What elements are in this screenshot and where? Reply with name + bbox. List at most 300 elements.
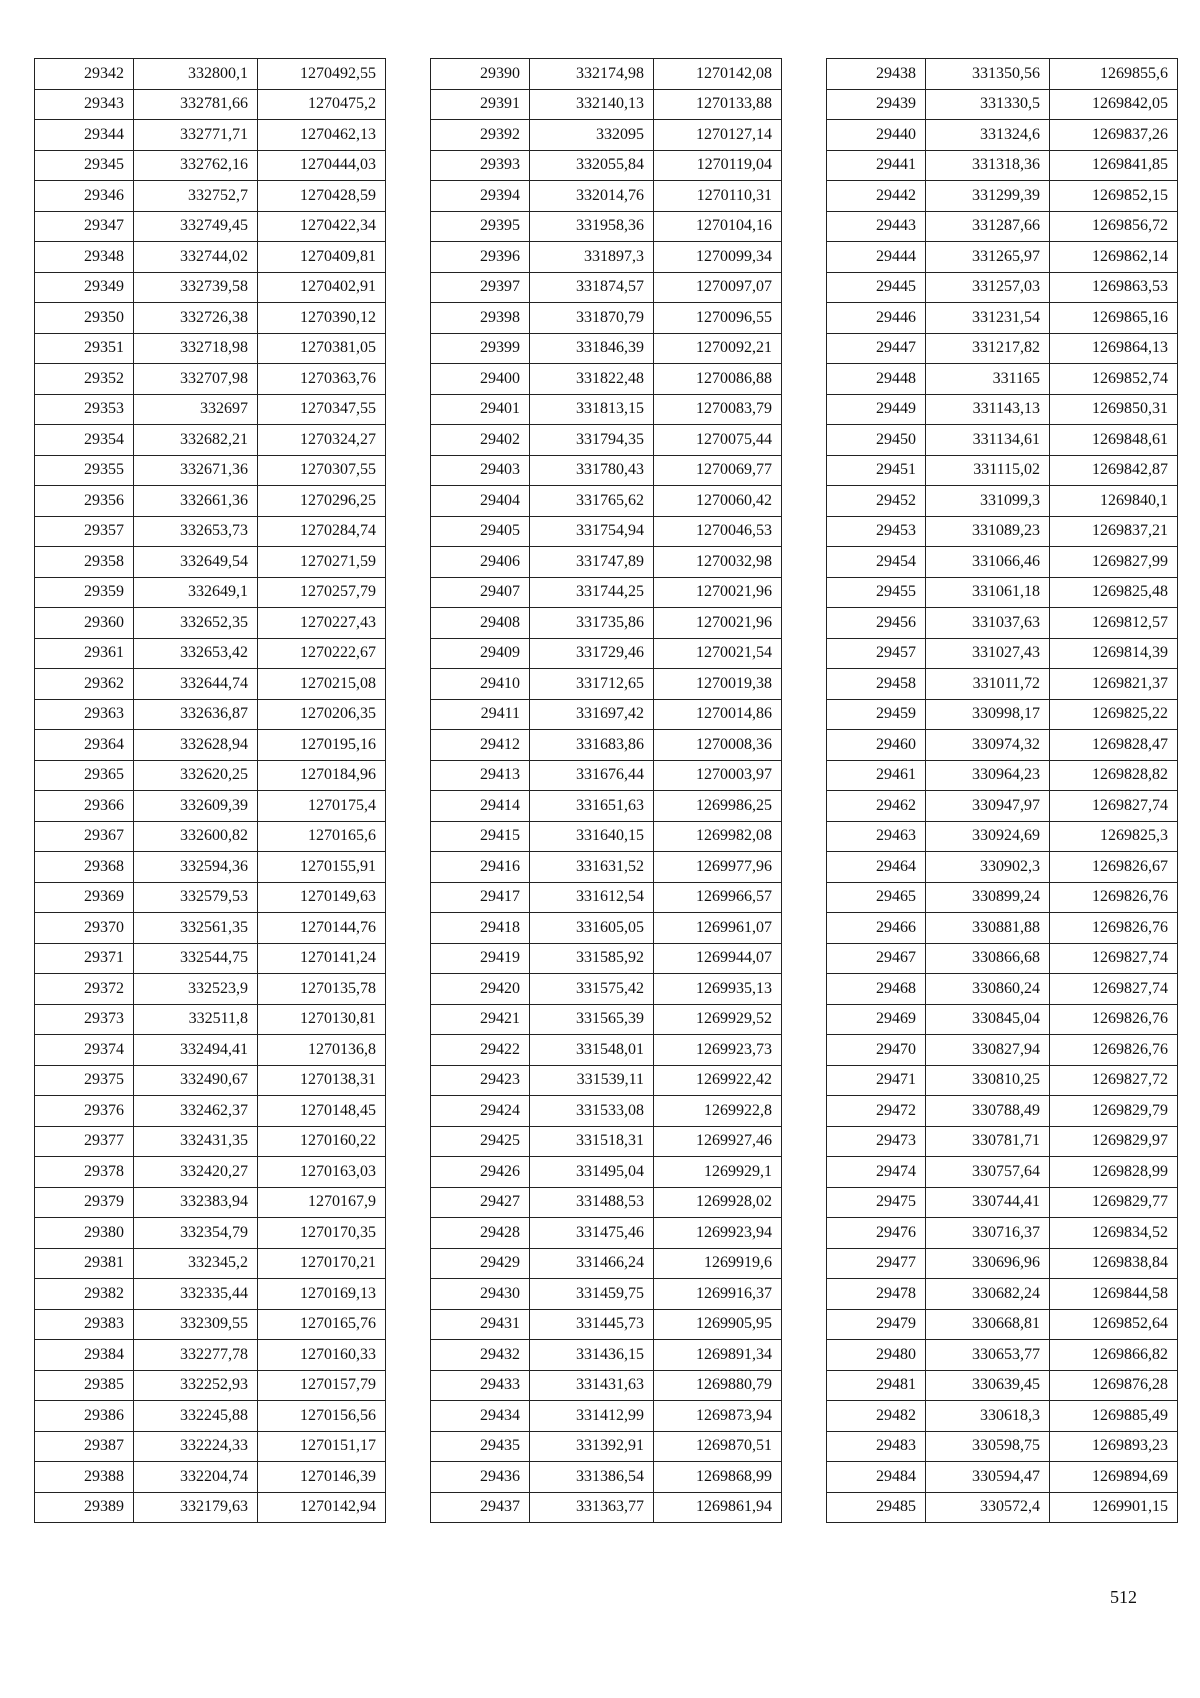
table-row [431, 1004, 782, 1035]
table-row [431, 730, 782, 761]
x-coordinate-cell: 331287,66 [926, 211, 1050, 242]
table-row [431, 1096, 782, 1127]
table-row [431, 1370, 782, 1401]
point-number-cell: 29416 [431, 852, 530, 883]
point-number-cell: 29392 [431, 120, 530, 151]
table-row [431, 608, 782, 639]
table-row [35, 486, 386, 517]
point-number-cell: 29424 [431, 1096, 530, 1127]
table-row [431, 791, 782, 822]
page-number: 512 [1110, 1587, 1137, 1607]
x-coordinate-cell: 331729,46 [530, 638, 654, 669]
y-coordinate-cell: 1269826,76 [1050, 882, 1178, 913]
x-coordinate-cell: 332462,37 [134, 1096, 258, 1127]
table-row [35, 1370, 386, 1401]
y-coordinate-cell: 1269905,95 [654, 1309, 782, 1340]
x-coordinate-cell: 331066,46 [926, 547, 1050, 578]
y-coordinate-cell: 1269852,64 [1050, 1309, 1178, 1340]
x-coordinate-cell: 331257,03 [926, 272, 1050, 303]
x-coordinate-cell: 331165 [926, 364, 1050, 395]
x-coordinate-cell: 332671,36 [134, 455, 258, 486]
x-coordinate-cell: 330860,24 [926, 974, 1050, 1005]
point-number-cell: 29408 [431, 608, 530, 639]
y-coordinate-cell: 1270141,24 [258, 943, 386, 974]
x-coordinate-cell: 331445,73 [530, 1309, 654, 1340]
point-number-cell: 29432 [431, 1340, 530, 1371]
x-coordinate-cell: 331466,24 [530, 1248, 654, 1279]
y-coordinate-cell: 1270133,88 [654, 89, 782, 120]
table-row [827, 1401, 1178, 1432]
x-coordinate-cell: 332174,98 [530, 59, 654, 90]
y-coordinate-cell: 1270099,34 [654, 242, 782, 273]
point-number-cell: 29476 [827, 1218, 926, 1249]
y-coordinate-cell: 1270075,44 [654, 425, 782, 456]
x-coordinate-cell: 331640,15 [530, 821, 654, 852]
point-number-cell: 29460 [827, 730, 926, 761]
y-coordinate-cell: 1270169,13 [258, 1279, 386, 1310]
x-coordinate-cell: 331539,11 [530, 1065, 654, 1096]
table-row [827, 455, 1178, 486]
x-coordinate-cell: 331099,3 [926, 486, 1050, 517]
x-coordinate-cell: 331392,91 [530, 1431, 654, 1462]
x-coordinate-cell: 332707,98 [134, 364, 258, 395]
y-coordinate-cell: 1269829,77 [1050, 1187, 1178, 1218]
point-number-cell: 29473 [827, 1126, 926, 1157]
x-coordinate-cell: 332511,8 [134, 1004, 258, 1035]
y-coordinate-cell: 1270097,07 [654, 272, 782, 303]
point-number-cell: 29391 [431, 89, 530, 120]
point-number-cell: 29478 [827, 1279, 926, 1310]
y-coordinate-cell: 1270462,13 [258, 120, 386, 151]
point-number-cell: 29475 [827, 1187, 926, 1218]
y-coordinate-cell: 1270149,63 [258, 882, 386, 913]
table-row [35, 1157, 386, 1188]
x-coordinate-cell: 330781,71 [926, 1126, 1050, 1157]
y-coordinate-cell: 1269893,23 [1050, 1431, 1178, 1462]
table-row [431, 1431, 782, 1462]
point-number-cell: 29471 [827, 1065, 926, 1096]
table-row [827, 181, 1178, 212]
table-row [827, 486, 1178, 517]
table-row [431, 89, 782, 120]
y-coordinate-cell: 1269873,94 [654, 1401, 782, 1432]
y-coordinate-cell: 1270003,97 [654, 760, 782, 791]
table-row [431, 821, 782, 852]
x-coordinate-cell: 332609,39 [134, 791, 258, 822]
x-coordinate-cell: 332744,02 [134, 242, 258, 273]
table-row [431, 1187, 782, 1218]
point-number-cell: 29372 [35, 974, 134, 1005]
y-coordinate-cell: 1270206,35 [258, 699, 386, 730]
table-row [827, 516, 1178, 547]
x-coordinate-cell: 330682,24 [926, 1279, 1050, 1310]
point-number-cell: 29399 [431, 333, 530, 364]
point-number-cell: 29395 [431, 211, 530, 242]
x-coordinate-cell: 331765,62 [530, 486, 654, 517]
x-coordinate-cell: 330866,68 [926, 943, 1050, 974]
point-number-cell: 29364 [35, 730, 134, 761]
table-row [35, 1279, 386, 1310]
x-coordinate-cell: 332140,13 [530, 89, 654, 120]
y-coordinate-cell: 1270146,39 [258, 1462, 386, 1493]
table-row [431, 120, 782, 151]
y-coordinate-cell: 1270138,31 [258, 1065, 386, 1096]
x-coordinate-cell: 330974,32 [926, 730, 1050, 761]
point-number-cell: 29425 [431, 1126, 530, 1157]
y-coordinate-cell: 1269812,57 [1050, 608, 1178, 639]
table-row [431, 1065, 782, 1096]
table-row [35, 577, 386, 608]
table-row [827, 1157, 1178, 1188]
x-coordinate-cell: 331475,46 [530, 1218, 654, 1249]
table-row [827, 1126, 1178, 1157]
y-coordinate-cell: 1270019,38 [654, 669, 782, 700]
point-number-cell: 29453 [827, 516, 926, 547]
x-coordinate-cell: 331217,82 [926, 333, 1050, 364]
x-coordinate-cell: 332649,1 [134, 577, 258, 608]
y-coordinate-cell: 1269837,26 [1050, 120, 1178, 151]
x-coordinate-cell: 331585,92 [530, 943, 654, 974]
table-row [827, 303, 1178, 334]
x-coordinate-cell: 331488,53 [530, 1187, 654, 1218]
x-coordinate-cell: 331265,97 [926, 242, 1050, 273]
table-row [35, 913, 386, 944]
table-row [35, 730, 386, 761]
y-coordinate-cell: 1269852,74 [1050, 364, 1178, 395]
table-row [827, 1096, 1178, 1127]
point-number-cell: 29375 [35, 1065, 134, 1096]
y-coordinate-cell: 1269880,79 [654, 1370, 782, 1401]
x-coordinate-cell: 332771,71 [134, 120, 258, 151]
x-coordinate-cell: 330744,41 [926, 1187, 1050, 1218]
table-row [431, 852, 782, 883]
y-coordinate-cell: 1269829,79 [1050, 1096, 1178, 1127]
x-coordinate-cell: 331533,08 [530, 1096, 654, 1127]
x-coordinate-cell: 332697 [134, 394, 258, 425]
table-row [35, 669, 386, 700]
x-coordinate-cell: 331495,04 [530, 1157, 654, 1188]
y-coordinate-cell: 1269829,97 [1050, 1126, 1178, 1157]
point-number-cell: 29465 [827, 882, 926, 913]
x-coordinate-cell: 331754,94 [530, 516, 654, 547]
table-row [827, 272, 1178, 303]
x-coordinate-cell: 331324,6 [926, 120, 1050, 151]
y-coordinate-cell: 1269827,74 [1050, 974, 1178, 1005]
y-coordinate-cell: 1269961,07 [654, 913, 782, 944]
table-row [827, 821, 1178, 852]
y-coordinate-cell: 1270284,74 [258, 516, 386, 547]
point-number-cell: 29394 [431, 181, 530, 212]
point-number-cell: 29356 [35, 486, 134, 517]
table-row [431, 364, 782, 395]
x-coordinate-cell: 330924,69 [926, 821, 1050, 852]
point-number-cell: 29371 [35, 943, 134, 974]
y-coordinate-cell: 1270136,8 [258, 1035, 386, 1066]
x-coordinate-cell: 332055,84 [530, 150, 654, 181]
x-coordinate-cell: 331780,43 [530, 455, 654, 486]
point-number-cell: 29421 [431, 1004, 530, 1035]
point-number-cell: 29358 [35, 547, 134, 578]
table-row [431, 1218, 782, 1249]
table-row [827, 882, 1178, 913]
point-number-cell: 29456 [827, 608, 926, 639]
point-number-cell: 29443 [827, 211, 926, 242]
x-coordinate-cell: 332749,45 [134, 211, 258, 242]
x-coordinate-cell: 330899,24 [926, 882, 1050, 913]
point-number-cell: 29362 [35, 669, 134, 700]
point-number-cell: 29442 [827, 181, 926, 212]
y-coordinate-cell: 1270324,27 [258, 425, 386, 456]
point-number-cell: 29444 [827, 242, 926, 273]
table-row [431, 1309, 782, 1340]
y-coordinate-cell: 1270008,36 [654, 730, 782, 761]
point-number-cell: 29417 [431, 882, 530, 913]
table-row [35, 364, 386, 395]
x-coordinate-cell: 330696,96 [926, 1248, 1050, 1279]
x-coordinate-cell: 330716,37 [926, 1218, 1050, 1249]
y-coordinate-cell: 1270144,76 [258, 913, 386, 944]
x-coordinate-cell: 330788,49 [926, 1096, 1050, 1127]
point-number-cell: 29402 [431, 425, 530, 456]
table-row [827, 1187, 1178, 1218]
y-coordinate-cell: 1269944,07 [654, 943, 782, 974]
point-number-cell: 29380 [35, 1218, 134, 1249]
point-number-cell: 29397 [431, 272, 530, 303]
y-coordinate-cell: 1270444,03 [258, 150, 386, 181]
point-number-cell: 29390 [431, 59, 530, 90]
point-number-cell: 29435 [431, 1431, 530, 1462]
table-row [827, 577, 1178, 608]
y-coordinate-cell: 1269826,76 [1050, 913, 1178, 944]
table-row [827, 1004, 1178, 1035]
y-coordinate-cell: 1269814,39 [1050, 638, 1178, 669]
point-number-cell: 29374 [35, 1035, 134, 1066]
point-number-cell: 29405 [431, 516, 530, 547]
y-coordinate-cell: 1269916,37 [654, 1279, 782, 1310]
x-coordinate-cell: 331412,99 [530, 1401, 654, 1432]
point-number-cell: 29350 [35, 303, 134, 334]
table-row [431, 638, 782, 669]
y-coordinate-cell: 1269838,84 [1050, 1248, 1178, 1279]
coordinate-table-3 [826, 58, 1178, 1523]
y-coordinate-cell: 1269834,52 [1050, 1218, 1178, 1249]
table-row [35, 1462, 386, 1493]
table-row [35, 882, 386, 913]
y-coordinate-cell: 1270402,91 [258, 272, 386, 303]
y-coordinate-cell: 1270151,17 [258, 1431, 386, 1462]
point-number-cell: 29385 [35, 1370, 134, 1401]
x-coordinate-cell: 330845,04 [926, 1004, 1050, 1035]
y-coordinate-cell: 1269852,15 [1050, 181, 1178, 212]
point-number-cell: 29361 [35, 638, 134, 669]
table-row [827, 89, 1178, 120]
table-row [431, 242, 782, 273]
table-row [35, 1401, 386, 1432]
point-number-cell: 29428 [431, 1218, 530, 1249]
y-coordinate-cell: 1269894,69 [1050, 1462, 1178, 1493]
table-row [35, 455, 386, 486]
x-coordinate-cell: 331747,89 [530, 547, 654, 578]
table-row [827, 638, 1178, 669]
point-number-cell: 29470 [827, 1035, 926, 1066]
point-number-cell: 29378 [35, 1157, 134, 1188]
point-number-cell: 29365 [35, 760, 134, 791]
coordinate-table-2 [430, 58, 782, 1523]
y-coordinate-cell: 1269837,21 [1050, 516, 1178, 547]
x-coordinate-cell: 332628,94 [134, 730, 258, 761]
point-number-cell: 29353 [35, 394, 134, 425]
point-number-cell: 29468 [827, 974, 926, 1005]
y-coordinate-cell: 1269927,46 [654, 1126, 782, 1157]
y-coordinate-cell: 1270127,14 [654, 120, 782, 151]
point-number-cell: 29446 [827, 303, 926, 334]
y-coordinate-cell: 1270160,33 [258, 1340, 386, 1371]
x-coordinate-cell: 331651,63 [530, 791, 654, 822]
point-number-cell: 29466 [827, 913, 926, 944]
y-coordinate-cell: 1270156,56 [258, 1401, 386, 1432]
table-row [35, 120, 386, 151]
point-number-cell: 29373 [35, 1004, 134, 1035]
x-coordinate-cell: 331712,65 [530, 669, 654, 700]
x-coordinate-cell: 331011,72 [926, 669, 1050, 700]
x-coordinate-cell: 331134,61 [926, 425, 1050, 456]
table-row [827, 242, 1178, 273]
y-coordinate-cell: 1270092,21 [654, 333, 782, 364]
table-row [35, 1096, 386, 1127]
table-row [431, 486, 782, 517]
x-coordinate-cell: 332494,41 [134, 1035, 258, 1066]
x-coordinate-cell: 332653,73 [134, 516, 258, 547]
x-coordinate-cell: 330594,47 [926, 1462, 1050, 1493]
table-row [431, 1401, 782, 1432]
point-number-cell: 29401 [431, 394, 530, 425]
y-coordinate-cell: 1269828,82 [1050, 760, 1178, 791]
point-number-cell: 29377 [35, 1126, 134, 1157]
point-number-cell: 29396 [431, 242, 530, 273]
y-coordinate-cell: 1270271,59 [258, 547, 386, 578]
point-number-cell: 29413 [431, 760, 530, 791]
table-row [827, 1309, 1178, 1340]
y-coordinate-cell: 1269923,73 [654, 1035, 782, 1066]
table-row [431, 547, 782, 578]
x-coordinate-cell: 332224,33 [134, 1431, 258, 1462]
x-coordinate-cell: 331231,54 [926, 303, 1050, 334]
x-coordinate-cell: 332718,98 [134, 333, 258, 364]
table-row [35, 1126, 386, 1157]
y-coordinate-cell: 1269821,37 [1050, 669, 1178, 700]
point-number-cell: 29479 [827, 1309, 926, 1340]
table-row [35, 943, 386, 974]
table-row [35, 821, 386, 852]
x-coordinate-cell: 330881,88 [926, 913, 1050, 944]
table-row [35, 547, 386, 578]
x-coordinate-cell: 332179,63 [134, 1492, 258, 1523]
table-row [827, 1340, 1178, 1371]
table-row [827, 852, 1178, 883]
x-coordinate-cell: 331143,13 [926, 394, 1050, 425]
y-coordinate-cell: 1269826,76 [1050, 1004, 1178, 1035]
point-number-cell: 29463 [827, 821, 926, 852]
table-row [35, 791, 386, 822]
y-coordinate-cell: 1270347,55 [258, 394, 386, 425]
point-number-cell: 29450 [827, 425, 926, 456]
table-row [827, 974, 1178, 1005]
point-number-cell: 29469 [827, 1004, 926, 1035]
table-row [431, 394, 782, 425]
y-coordinate-cell: 1269864,13 [1050, 333, 1178, 364]
table-row [35, 425, 386, 456]
table-row [431, 1126, 782, 1157]
y-coordinate-cell: 1269977,96 [654, 852, 782, 883]
x-coordinate-cell: 332345,2 [134, 1248, 258, 1279]
point-number-cell: 29354 [35, 425, 134, 456]
point-number-cell: 29419 [431, 943, 530, 974]
table-row [35, 638, 386, 669]
table-row [35, 211, 386, 242]
point-number-cell: 29348 [35, 242, 134, 273]
point-number-cell: 29431 [431, 1309, 530, 1340]
table-row [431, 760, 782, 791]
point-number-cell: 29449 [827, 394, 926, 425]
table-row [827, 1279, 1178, 1310]
table-row [431, 669, 782, 700]
y-coordinate-cell: 1269841,85 [1050, 150, 1178, 181]
x-coordinate-cell: 332309,55 [134, 1309, 258, 1340]
coordinate-table-1 [34, 58, 386, 1523]
table-row [827, 120, 1178, 151]
x-coordinate-cell: 330947,97 [926, 791, 1050, 822]
y-coordinate-cell: 1269891,34 [654, 1340, 782, 1371]
point-number-cell: 29387 [35, 1431, 134, 1462]
y-coordinate-cell: 1269848,61 [1050, 425, 1178, 456]
x-coordinate-cell: 331676,44 [530, 760, 654, 791]
x-coordinate-cell: 331431,63 [530, 1370, 654, 1401]
y-coordinate-cell: 1269850,31 [1050, 394, 1178, 425]
point-number-cell: 29344 [35, 120, 134, 151]
y-coordinate-cell: 1270167,9 [258, 1187, 386, 1218]
table-row [827, 608, 1178, 639]
y-coordinate-cell: 1270170,35 [258, 1218, 386, 1249]
table-row [35, 516, 386, 547]
x-coordinate-cell: 331822,48 [530, 364, 654, 395]
table-row [827, 1218, 1178, 1249]
x-coordinate-cell: 330618,3 [926, 1401, 1050, 1432]
x-coordinate-cell: 330998,17 [926, 699, 1050, 730]
x-coordinate-cell: 332652,35 [134, 608, 258, 639]
y-coordinate-cell: 1269966,57 [654, 882, 782, 913]
x-coordinate-cell: 331897,3 [530, 242, 654, 273]
table-row [35, 1492, 386, 1523]
y-coordinate-cell: 1270086,88 [654, 364, 782, 395]
y-coordinate-cell: 1269825,3 [1050, 821, 1178, 852]
y-coordinate-cell: 1270083,79 [654, 394, 782, 425]
point-number-cell: 29440 [827, 120, 926, 151]
x-coordinate-cell: 332800,1 [134, 59, 258, 90]
x-coordinate-cell: 331459,75 [530, 1279, 654, 1310]
point-number-cell: 29447 [827, 333, 926, 364]
x-coordinate-cell: 332095 [530, 120, 654, 151]
point-number-cell: 29393 [431, 150, 530, 181]
point-number-cell: 29346 [35, 181, 134, 212]
y-coordinate-cell: 1270021,54 [654, 638, 782, 669]
point-number-cell: 29383 [35, 1309, 134, 1340]
x-coordinate-cell: 332523,9 [134, 974, 258, 1005]
y-coordinate-cell: 1269866,82 [1050, 1340, 1178, 1371]
y-coordinate-cell: 1269919,6 [654, 1248, 782, 1279]
y-coordinate-cell: 1270222,67 [258, 638, 386, 669]
x-coordinate-cell: 332682,21 [134, 425, 258, 456]
table-row [35, 1340, 386, 1371]
